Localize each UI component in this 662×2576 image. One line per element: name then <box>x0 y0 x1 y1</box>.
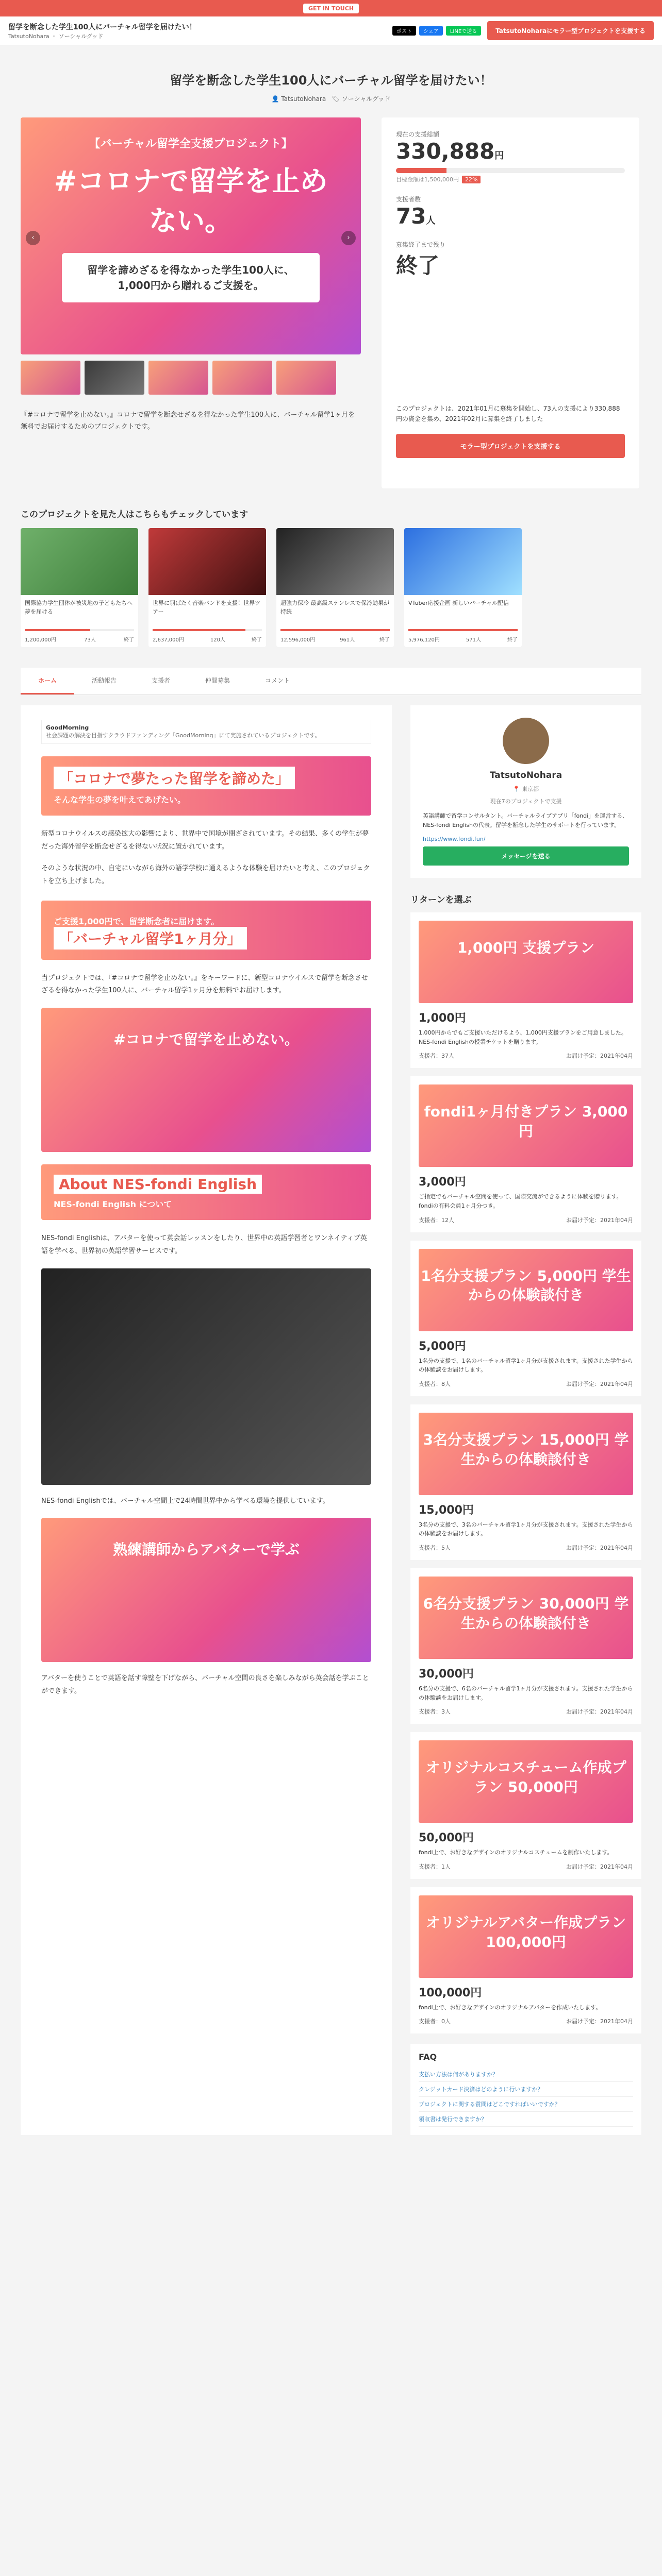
gm-text: 社会課題の解決を目指すクラウドファンディング「GoodMorning」にて実施されているプロジェクトです。 <box>46 732 321 739</box>
recommend-days: 終了 <box>252 637 262 643</box>
article-paragraph: NES-fondi Englishは、アバターを使って英会話レッスンをしたり、世界中の英語学習者とワンネイティブ英語を学べる、世界初の英語学習サービスです。 <box>41 1234 367 1255</box>
reward-supporters: 支援者：8人 <box>419 1380 451 1387</box>
reward-image: fondi1ヶ月付きプラン 3,000円 <box>419 1084 633 1167</box>
reward-image: 6名分支援プラン 30,000円 学生からの体験談付き <box>419 1577 633 1659</box>
article-paragraph: 当プロジェクトでは、『#コロナで留学を止めない。』をキーワードに、新型コロナウイルスで留学を断念させざるを得なかった学生100人に、バーチャル留学1ヶ月分を無料でお届けします。 <box>41 974 368 995</box>
reward-price: 30,000円 <box>419 1667 474 1681</box>
owner-link[interactable]: https://www.fondi.fun/ <box>423 836 486 843</box>
reward-desc: 3名分の支援で、3名のバーチャル留学1ヶ月分が支援されます。支援された学生からの体験談をお届けします。 <box>419 1521 633 1537</box>
reward-price: 5,000円 <box>419 1340 466 1353</box>
hero-tag: 【バーチャル留学全支援プロジェクト】 <box>89 138 293 150</box>
supporters-count: 73 <box>396 204 426 229</box>
recommend-supporters: 961人 <box>340 637 355 643</box>
recommend-supporters: 120人 <box>210 637 225 643</box>
next-slide-icon[interactable]: › <box>341 231 356 245</box>
remaining-label: 募集終了まで残り <box>396 241 446 248</box>
reward-date: お届け予定：2021年04月 <box>566 1708 633 1716</box>
banner-line2: ご支援1,000円で、留学断念者に届けます。 <box>54 916 220 926</box>
announcement-bar <box>0 0 662 16</box>
recommend-days: 終了 <box>379 637 390 643</box>
gm-title: GoodMorning <box>46 724 89 731</box>
get-in-touch-button[interactable]: GET IN TOUCH <box>303 4 359 13</box>
owner-icon: 👤 <box>271 95 279 103</box>
location-icon: 📍 <box>512 786 520 792</box>
supporters-unit: 人 <box>426 215 436 226</box>
reward-desc: fondi上で、お好きなデザインのオリジナルコスチュームを制作いたします。 <box>419 1849 613 1856</box>
project-description: 『#コロナで留学を止めない。』コロナで留学を断念せざるを得なかった学生100人に、バーチャル留学1ヶ月を無料でお届けするためのプロジェクトです。 <box>21 411 355 431</box>
page-category[interactable]: ソーシャルグッド <box>341 95 391 103</box>
article-paragraph: そのような状況の中、自宅にいながら海外の語学学校に通えるような体験を届けたいと考え、このプロジェクトを立ち上げました。 <box>41 865 370 886</box>
recommend-list <box>21 528 641 647</box>
raised-label: 現在の支援総額 <box>396 131 440 138</box>
reward-supporters: 支援者：5人 <box>419 1544 451 1551</box>
project-header: 留学を断念した学生100人にバーチャル留学を届けたい！ TatsutoNohara ・ ソーシャルグッド ポスト シェア LINEで送る TatsutoNoharaにモラー型プロジェクトを支援する <box>0 16 662 45</box>
header-owner[interactable]: TatsutoNohara <box>8 32 49 40</box>
page-owner[interactable]: TatsutoNohara <box>281 95 326 103</box>
stats-panel <box>382 117 639 488</box>
banner-line1: 「バーチャル留学1ヶ月分」 <box>54 927 247 950</box>
recommend-card[interactable] <box>148 528 266 647</box>
remaining-value: 終了 <box>396 253 440 278</box>
raised-amount: 330,888 <box>396 139 495 164</box>
recommend-amount: 1,200,000円 <box>25 637 56 643</box>
sidebar <box>410 705 641 2135</box>
tab-reports[interactable]: 活動報告 <box>92 677 117 684</box>
tab-home[interactable]: ホーム <box>21 668 74 694</box>
avatar[interactable] <box>503 718 549 764</box>
supporters-label: 支援者数 <box>396 196 421 203</box>
reward-date: お届け予定：2021年04月 <box>566 1053 633 1060</box>
article-banner <box>41 756 371 816</box>
faq-item[interactable]: プロジェクトに関する質問はどこですればいいですか？ <box>419 2097 633 2112</box>
reward-image: 3名分支援プラン 15,000円 学生からの体験談付き <box>419 1413 633 1495</box>
recommend-amount: 2,637,000円 <box>153 637 184 643</box>
banner-line1: About NES-fondi English <box>54 1175 262 1194</box>
progress-bar <box>396 168 625 173</box>
article-photo <box>41 1268 371 1485</box>
raised-unit: 円 <box>494 150 504 161</box>
reward-desc: 6名分の支援で、6名のバーチャル留学1ヶ月分が支援されます。支援された学生からの体験談をお届けします。 <box>419 1685 633 1701</box>
owner-card <box>410 705 641 878</box>
thumbnail[interactable] <box>85 361 144 395</box>
reward-desc: ご指定でもバーチャル空間を使って、国際交流ができるように体験を贈ります。fondiの有料会員1ヶ月分つき。 <box>419 1193 622 1209</box>
reward-supporters: 支援者：37人 <box>419 1053 454 1060</box>
project-article <box>21 705 392 2135</box>
reward-card[interactable] <box>410 1076 641 1232</box>
share-x-button[interactable]: ポスト <box>392 26 416 36</box>
reward-desc: 1,000円からでもご支援いただけるよう、1,000円支援プランをご用意しました。NES-fondi Englishの授業チケットを贈ります。 <box>419 1029 627 1045</box>
banner-line2: NES-fondi English について <box>54 1199 172 1210</box>
support-button[interactable]: モラー型プロジェクトを支援する <box>396 434 625 458</box>
article-banner <box>41 901 371 960</box>
reward-image: 1,000円 支援プラン <box>419 921 633 1003</box>
recommend-card-title: 国際協力学生団体が被災地の子どもたちへ夢を届ける <box>25 600 133 615</box>
hero-thumbnails <box>21 361 361 395</box>
article-paragraph: NES-fondi Englishでは、バーチャル空間上で24時間世界中から学べる環境を提供しています。 <box>41 1497 329 1505</box>
reward-date: お届け予定：2021年04月 <box>566 1544 633 1551</box>
reward-supporters: 支援者：1人 <box>419 1863 451 1870</box>
reward-supporters: 支援者：12人 <box>419 1216 454 1224</box>
tab-comments[interactable]: コメント <box>265 677 290 684</box>
article-paragraph: 新型コロナウイルスの感染拡大の影響により、世界中で国境が閉ざされています。その結果、多くの学生が夢だった海外留学を断念せざるを得ない状況に置かれています。 <box>41 830 369 851</box>
project-info: このプロジェクトは、2021年01月に募集を開始し、73人の支援により330,888円の資金を集め、2021年02月に募集を終了しました <box>396 405 620 423</box>
header-support-button[interactable]: TatsutoNoharaにモラー型プロジェクトを支援する <box>487 21 654 40</box>
article-image: 熟練講師からアバターで学ぶ <box>41 1518 371 1662</box>
goodmorning-notice <box>41 720 371 744</box>
article-image: #コロナで留学を止めない。 <box>41 1008 371 1152</box>
recommend-supporters: 571人 <box>466 637 481 643</box>
reward-supporters: 支援者：3人 <box>419 1708 451 1716</box>
reward-card[interactable] <box>410 1732 641 1879</box>
reward-image: オリジナルアバター作成プラン 100,000円 <box>419 1895 633 1978</box>
recommend-days: 終了 <box>123 637 134 643</box>
reward-card[interactable] <box>410 1241 641 1396</box>
tag-icon: 🏷 <box>332 95 340 103</box>
recommend-days: 終了 <box>507 637 518 643</box>
reward-card[interactable] <box>410 1887 641 2034</box>
share-facebook-button[interactable]: シェア <box>419 26 443 36</box>
header-title: 留学を断念した学生100人にバーチャル留学を届けたい！ <box>8 23 196 31</box>
reward-date: お届け予定：2021年04月 <box>566 1380 633 1387</box>
page-title: 留学を断念した学生100人にバーチャル留学を届けたい！ <box>170 73 492 88</box>
faq-title: FAQ <box>419 2052 437 2062</box>
reward-date: お届け予定：2021年04月 <box>566 2018 633 2025</box>
page-meta <box>21 94 641 103</box>
recommend-amount: 5,976,120円 <box>408 637 440 643</box>
rewards-title: リターンを選ぶ <box>410 895 472 906</box>
article-banner <box>41 1164 371 1220</box>
hero-headline: #コロナで留学を止めない。 <box>54 165 328 237</box>
header-category[interactable]: ソーシャルグッド <box>58 32 104 40</box>
owner-name[interactable]: TatsutoNohara <box>489 770 562 781</box>
recommend-card-title: 超強力保冷 最高級ステンレスで保冷効果が持続 <box>280 600 390 615</box>
share-line-button[interactable]: LINEで送る <box>446 26 481 36</box>
faq-section <box>410 2044 641 2135</box>
recommend-card-title: 世界に羽ばたく音楽バンドを支援！世界ツアー <box>153 600 260 615</box>
reward-card[interactable] <box>410 912 641 1068</box>
reward-image: オリジナルコスチューム作成プラン 50,000円 <box>419 1740 633 1823</box>
reward-price: 50,000円 <box>419 1832 474 1845</box>
share-buttons <box>392 26 481 36</box>
faq-item[interactable]: 領収書は発行できますか？ <box>419 2112 633 2127</box>
thumbnail[interactable] <box>21 361 80 395</box>
reward-price: 15,000円 <box>419 1503 474 1517</box>
reward-desc: 1名分の支援で、1名のバーチャル留学1ヶ月分が支援されます。支援された学生からの体験談をお届けします。 <box>419 1357 633 1374</box>
recommend-card-title: VTuber応援企画 新しいバーチャル配信 <box>408 600 509 606</box>
owner-location: 東京都 <box>522 786 539 792</box>
banner-line2: そんな学生の夢を叶えてあげたい。 <box>54 795 186 805</box>
reward-price: 3,000円 <box>419 1176 466 1189</box>
thumbnail[interactable] <box>212 361 272 395</box>
tab-recruit[interactable]: 仲間募集 <box>205 677 230 684</box>
reward-card[interactable] <box>410 1404 641 1560</box>
recommend-card[interactable] <box>276 528 394 647</box>
hero-box: 留学を諦めざるを得なかった学生100人に、1,000円から贈れるご支援を。 <box>62 253 320 302</box>
send-message-button[interactable]: メッセージを送る <box>423 846 629 866</box>
reward-card[interactable] <box>410 1568 641 1724</box>
recommend-amount: 12,596,000円 <box>280 637 316 643</box>
banner-line1: 「コロナで夢たった留学を諦めた」 <box>54 767 295 789</box>
owner-desc: 英語講師で留学コンサルタント。バーチャルライブアプリ「fondi」を運営する、NES-fondi Englishの代表。留学を断念した学生のサポートを行っています。 <box>423 812 628 828</box>
thumbnail[interactable] <box>276 361 336 395</box>
thumbnail[interactable] <box>148 361 208 395</box>
recommend-supporters: 73人 <box>84 637 96 643</box>
hero-image <box>21 117 361 354</box>
reward-supporters: 支援者：0人 <box>419 2018 451 2025</box>
reward-price: 100,000円 <box>419 1986 482 1999</box>
owner-badge: 現在7のプロジェクトで支援 <box>490 798 562 805</box>
reward-image: 1名分支援プラン 5,000円 学生からの体験談付き <box>419 1249 633 1331</box>
reward-desc: fondi上で、お好きなデザインのオリジナルアバターを作成いたします。 <box>419 2004 602 2011</box>
faq-item[interactable]: 支払い方法は何がありますか？ <box>419 2067 633 2082</box>
faq-item[interactable]: クレジットカード決済はどのように行いますか？ <box>419 2082 633 2097</box>
prev-slide-icon[interactable]: ‹ <box>26 231 40 245</box>
project-tabs <box>21 668 641 695</box>
tab-supporters[interactable]: 支援者 <box>152 677 171 684</box>
recommend-card[interactable] <box>21 528 138 647</box>
reward-price: 1,000円 <box>419 1012 466 1025</box>
reward-date: お届け予定：2021年04月 <box>566 1216 633 1224</box>
recommend-card[interactable] <box>404 528 522 647</box>
article-paragraph: アバターを使うことで英語を話す障壁を下げながら、バーチャル空間の良さを楽しみながら英会話を学ぶことができます。 <box>41 1674 369 1695</box>
recommend-title: このプロジェクトを見た人はこちらもチェックしています <box>21 510 249 520</box>
reward-date: お届け予定：2021年04月 <box>566 1863 633 1870</box>
goal-text: 目標金額は1,500,000円 <box>396 176 459 183</box>
progress-percent: 22% <box>462 176 481 183</box>
